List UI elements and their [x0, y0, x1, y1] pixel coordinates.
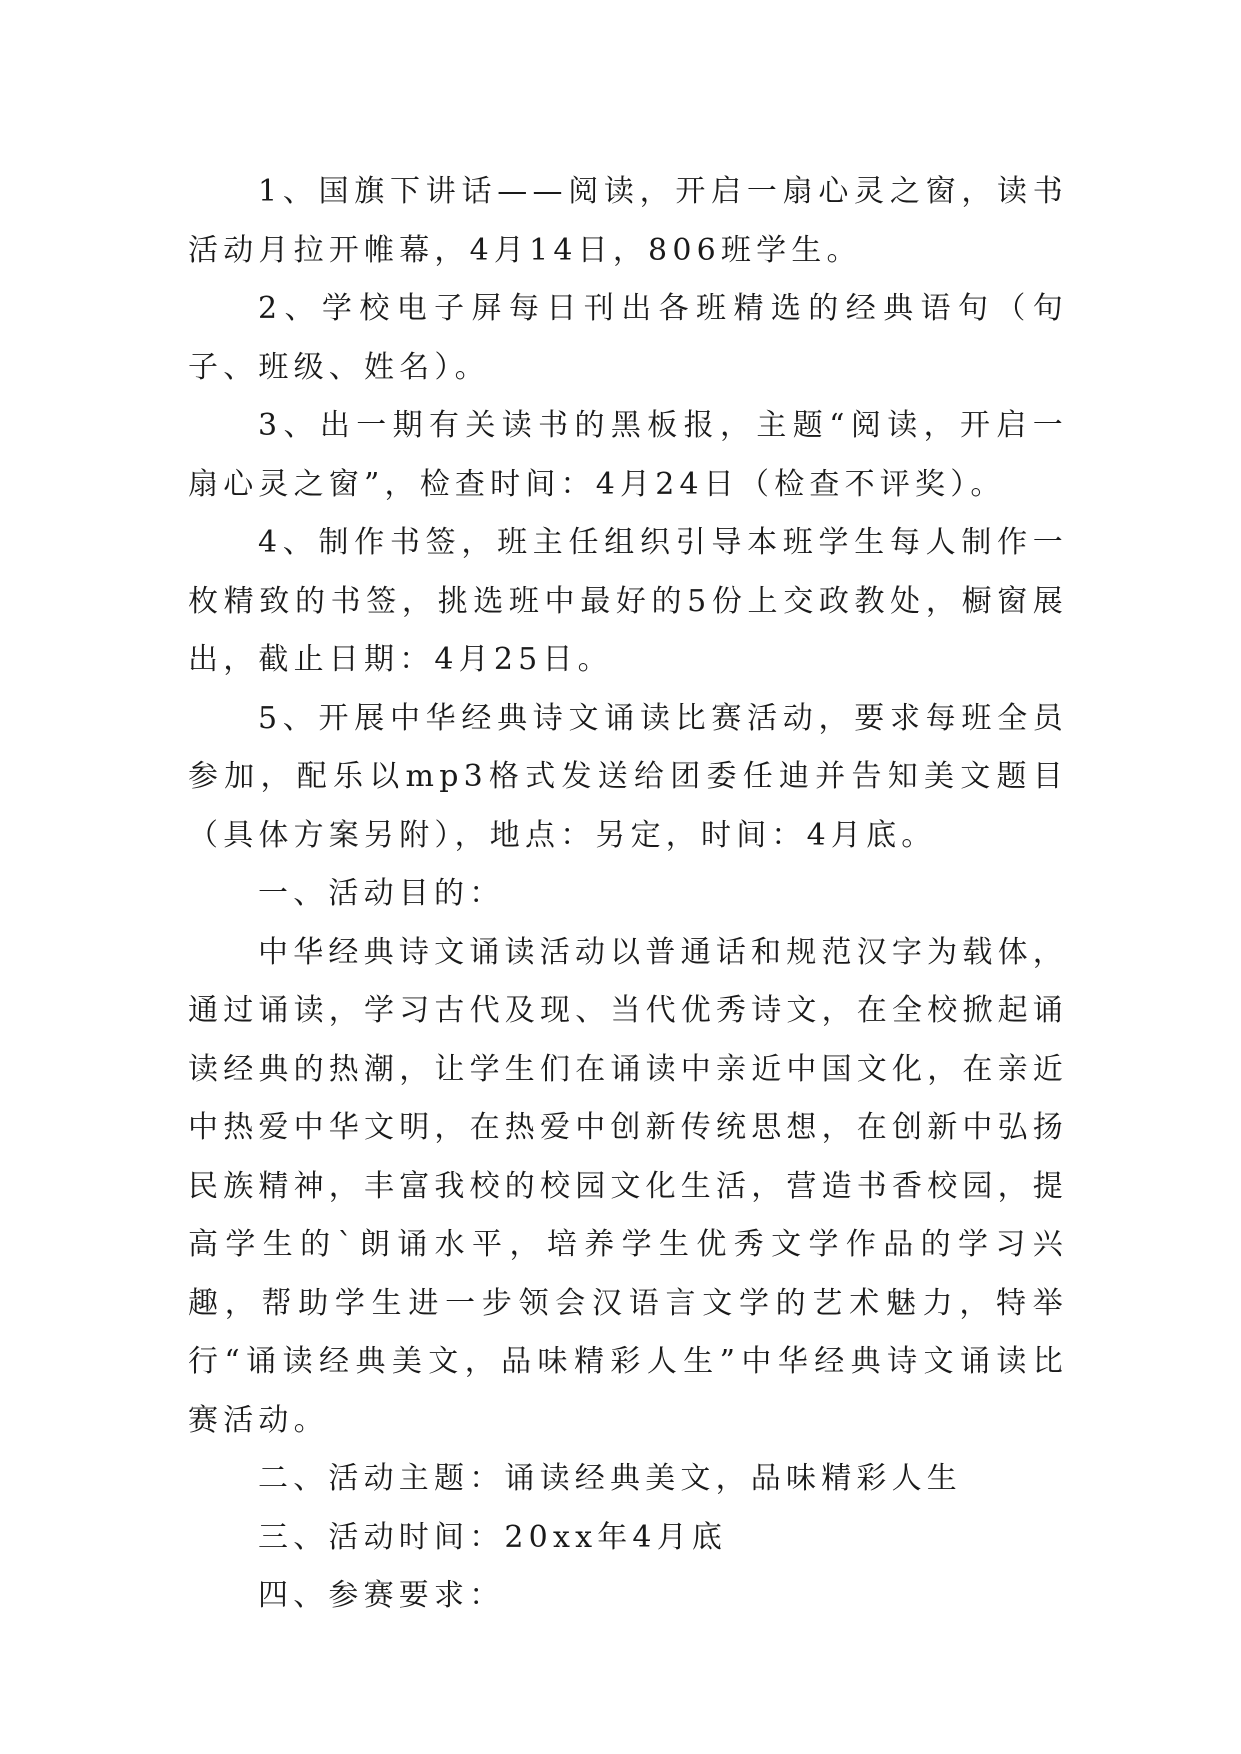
section-heading-purpose: 一、活动目的：: [258, 876, 505, 911]
document-body: [188, 163, 1068, 1626]
section-heading-requirements: 四、参赛要求：: [258, 1578, 505, 1613]
paragraph-item-1: 1、国旗下讲话——阅读，开启一扇心灵之窗，读书活动月拉开帷幕，4月14日，806班学生。: [188, 174, 1068, 268]
paragraph-item-5: 5、开展中华经典诗文诵读比赛活动，要求每班全员参加，配乐以mp3格式发送给团委任迪并告知美文题目（具体方案另附），地点：另定，时间：4月底。: [188, 700, 1068, 853]
section-heading-time: 三、活动时间：20xx年4月底: [258, 1519, 728, 1555]
paragraph-item-3: 3、出一期有关读书的黑板报，主题“阅读，开启一扇心灵之窗”，检查时间：4月24日（检查不评奖）。: [188, 408, 1068, 502]
paragraph-item-2: 2、学校电子屏每日刊出各班精选的经典语句（句子、班级、姓名）。: [188, 291, 1068, 385]
paragraph-item-4: 4、制作书签，班主任组织引导本班学生每人制作一枚精致的书签，挑选班中最好的5份上交政教处，橱窗展出，截止日期：4月25日。: [188, 525, 1068, 677]
purpose-paragraph: 中华经典诗文诵读活动以普通话和规范汉字为载体，通过诵读，学习古代及现、当代优秀诗文，在全校掀起诵读经典的热潮，让学生们在诵读中亲近中国文化，在亲近中热爱中华文明，在热爱中创新传统思想，在创新中弘扬民族精神，丰富我校的校园文化生活，营造书香校园，提高学生的`朗诵水平，培养学生优秀文学作品的学习兴趣，帮助学生进一步领会汉语言文学的艺术魅力，特举行“诵读经典美文，品味精彩人生”中华经典诗文诵读比赛活动。: [188, 934, 1068, 1438]
section-heading-theme: 二、活动主题：诵读经典美文，品味精彩人生: [258, 1461, 962, 1496]
